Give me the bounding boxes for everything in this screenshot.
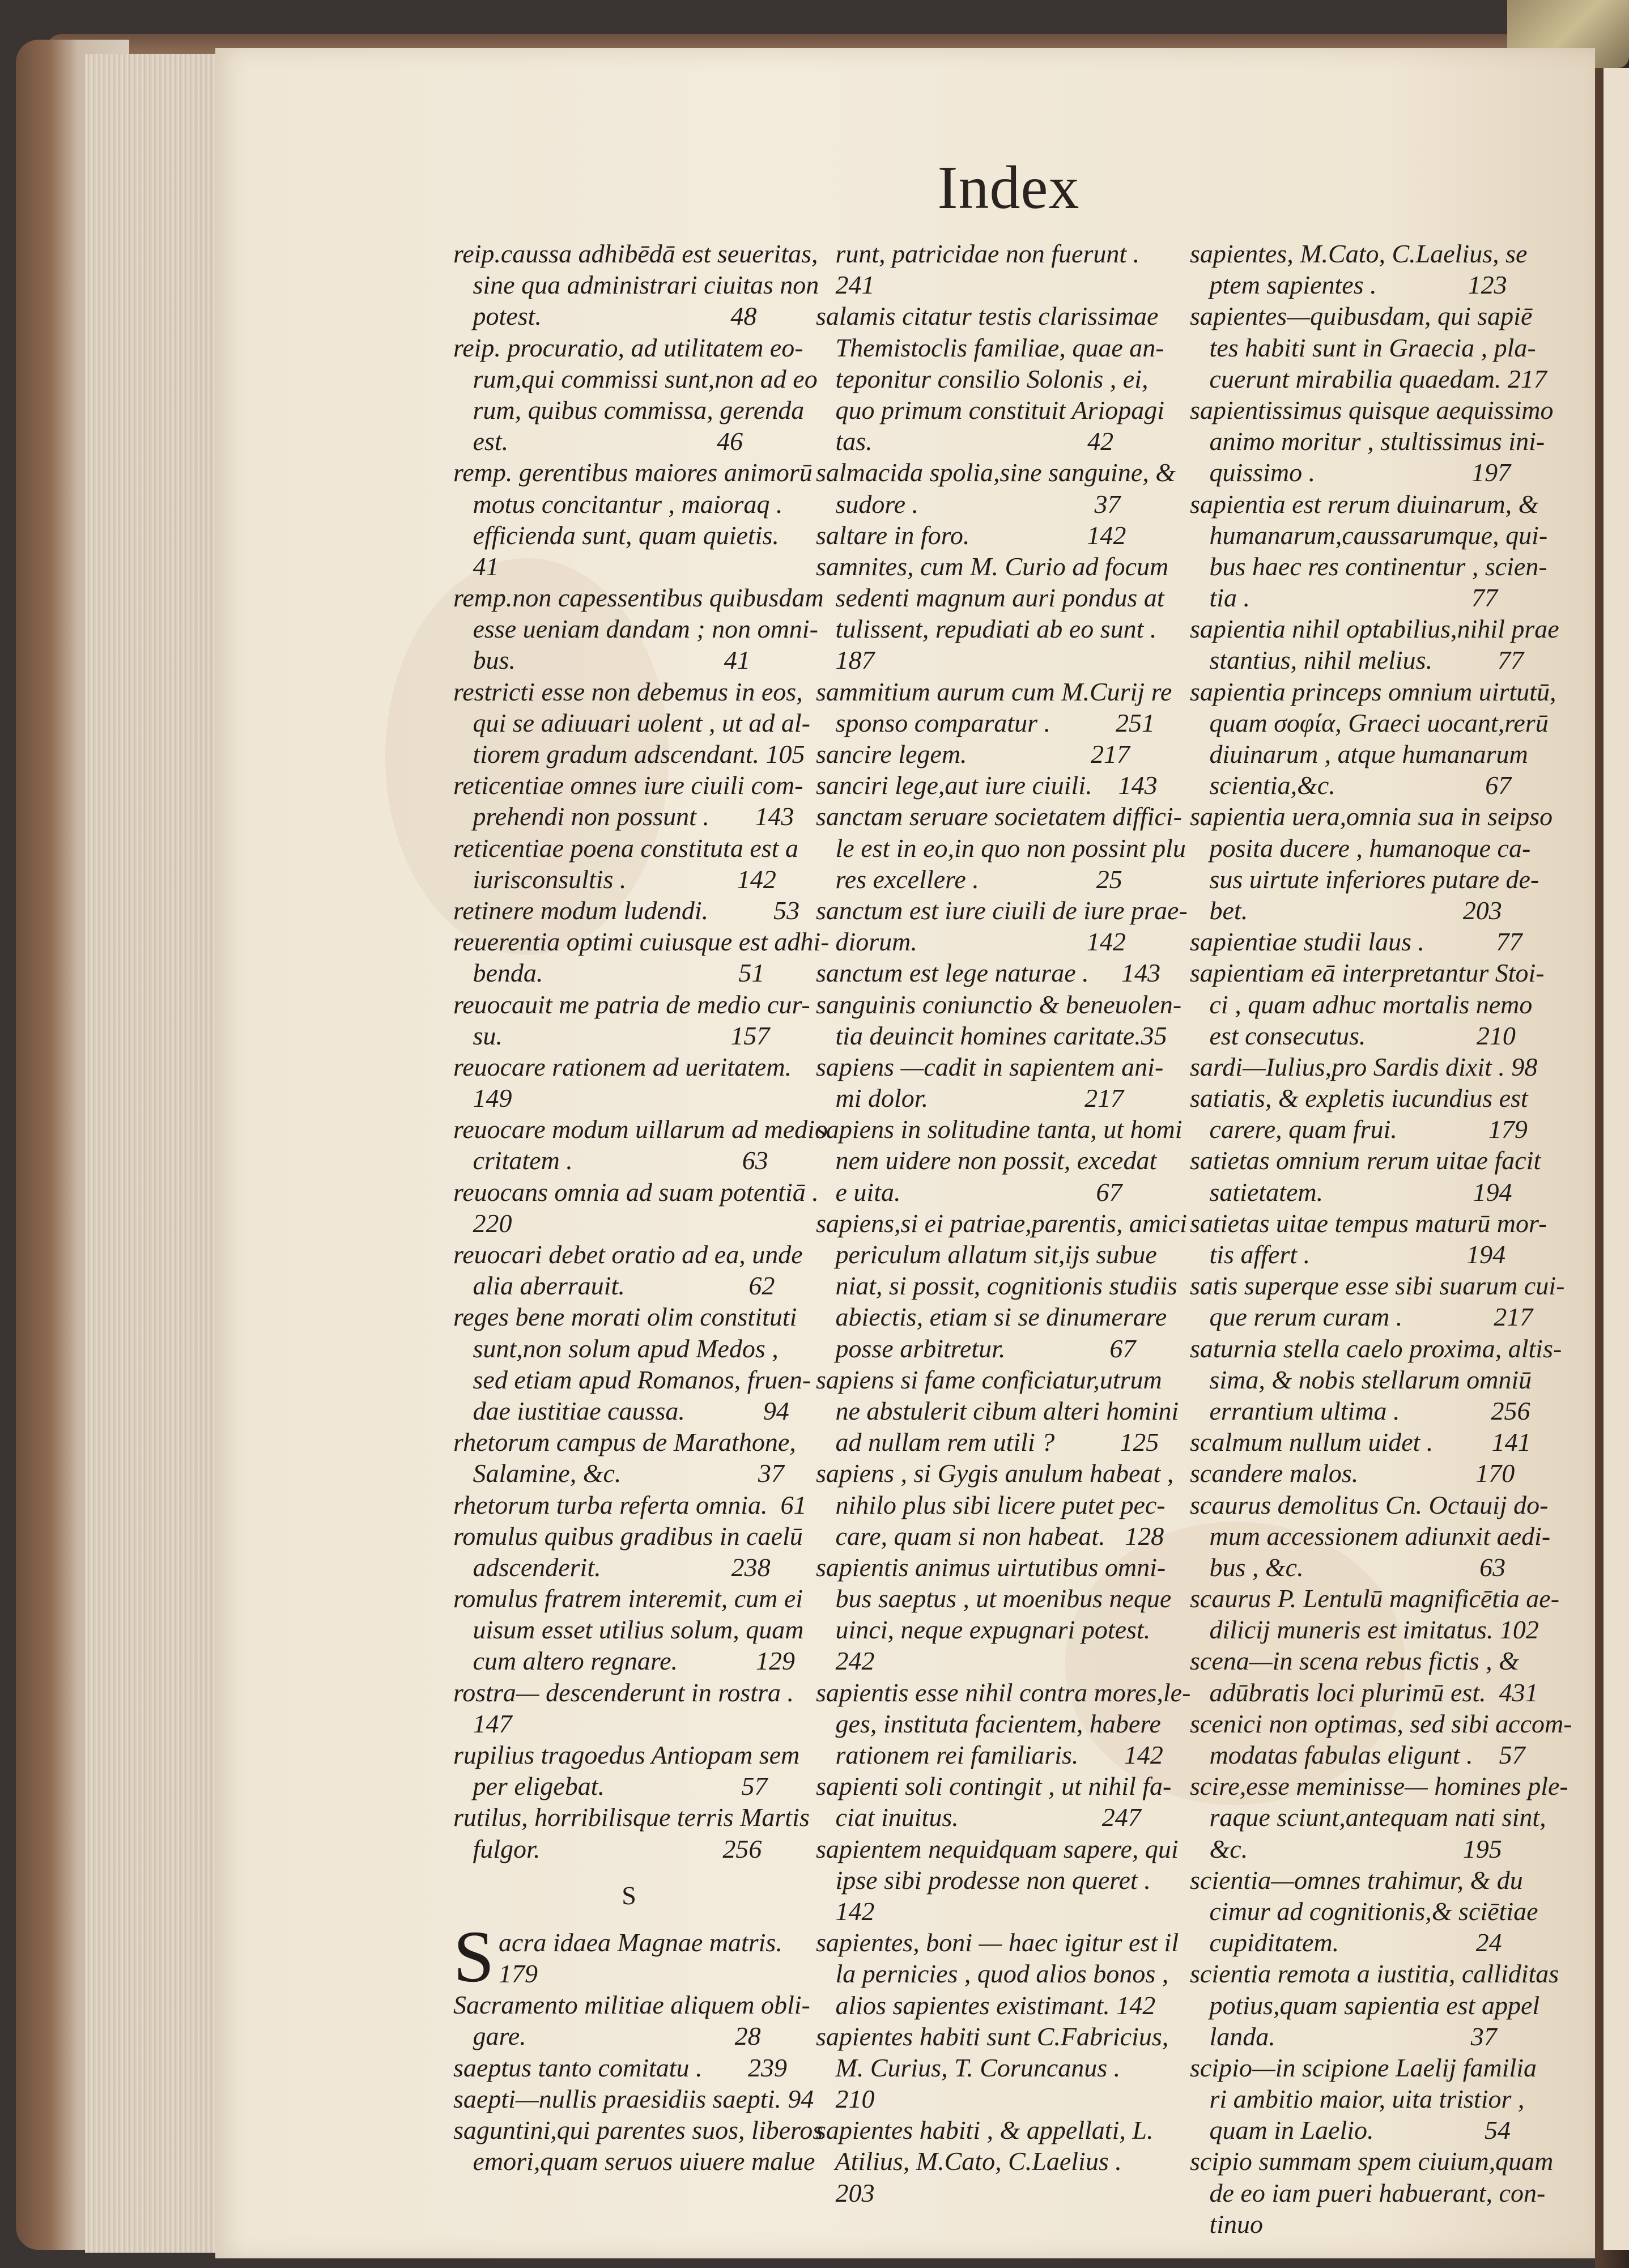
index-entry-line: posse arbitretur. 67	[816, 1333, 1136, 1363]
index-entry-line: errantium ultima . 256	[1190, 1396, 1530, 1425]
index-entry-line: ne abstulerit cibum alteri homini	[816, 1396, 1179, 1425]
index-entry-line: tes habiti sunt in Graecia , pla-	[1190, 333, 1536, 362]
index-entry-line: teponitur consilio Solonis , ei,	[816, 364, 1149, 393]
index-entry-line: per eligebat. 57	[453, 1772, 768, 1801]
index-entry-line: reuocare modum uillarum ad medio	[453, 1115, 828, 1144]
index-entry-line: la pernicies , quod alios bonos ,	[816, 1959, 1169, 1989]
index-entry-line: scalmum nullum uidet . 141	[1190, 1428, 1531, 1457]
index-entry-line: iurisconsultis . 142	[453, 864, 776, 894]
index-entry-line: satietatem. 194	[1190, 1177, 1512, 1207]
index-entry-line: sunt,non solum apud Medos ,	[453, 1333, 779, 1363]
index-entry-line: quam in Laelio. 54	[1190, 2116, 1511, 2145]
index-entry-line: sapientis esse nihil contra mores,le-	[816, 1677, 1191, 1707]
index-entry-line: dilicij muneris est imitatus. 102	[1190, 1615, 1539, 1645]
index-entry-line: su. 157	[453, 1021, 770, 1050]
index-entry-line: salamis citatur testis clarissimae	[816, 301, 1159, 331]
index-entry-line: quam σοφία, Graeci uocant,rerū	[1190, 708, 1549, 737]
index-entry-line: ad nullam rem utili ? 125	[816, 1428, 1159, 1457]
index-entry-line: retinere modum ludendi. 53	[453, 895, 800, 925]
index-entry-line: reticentiae poena constituta est a	[453, 833, 798, 863]
index-entry-line: cum altero regnare. 129	[453, 1646, 796, 1676]
index-entry-line: cuerunt mirabilia quaedam. 217	[1190, 364, 1547, 393]
index-entry-line: sapientis animus uirtutibus omni-	[816, 1552, 1166, 1582]
index-entry-line: periculum allatum sit,ijs subue	[816, 1240, 1157, 1269]
index-entry-line: saguntini,qui parentes suos, liberos	[453, 2115, 823, 2144]
index-column-2	[816, 238, 1191, 2208]
index-entry-line: sammitium aurum cum M.Curij re	[816, 677, 1172, 706]
index-entry-line: rostra— descenderunt in rostra .	[453, 1677, 794, 1707]
index-entry-line: romulus quibus gradibus in caelū	[453, 1521, 803, 1551]
index-entry-line: res excellere . 25	[816, 864, 1122, 894]
index-entry-line: rupilius tragoedus Antiopam sem	[453, 1740, 800, 1769]
index-entry-line: romulus fratrem interemit, cum ei	[453, 1584, 803, 1613]
index-entry-line: sapientes, M.Cato, C.Laelius, se	[1190, 239, 1528, 268]
index-column-3	[1190, 238, 1572, 2240]
index-entry-line: 203	[816, 2178, 875, 2207]
index-entry-line: ci , quam adhuc mortalis nemo	[1190, 989, 1533, 1019]
index-entry-line: fulgor. 256	[453, 1834, 762, 1863]
index-entry-line: sardi—Iulius,pro Sardis dixit . 98	[1190, 1052, 1538, 1081]
index-entry-line: tia deuincit homines caritate.35	[816, 1021, 1167, 1050]
index-entry-line: posita ducere , humanoque ca-	[1190, 833, 1531, 863]
index-entry-line: uinci, neque expugnari potest.	[816, 1615, 1151, 1645]
index-entry-line: saltare in foro. 142	[816, 520, 1126, 550]
index-entry-line: sapientissimus quisque aequissimo	[1190, 395, 1554, 424]
index-entry-line: 179	[499, 1959, 538, 1988]
index-entry-line: sapientiae studii laus . 77	[1190, 927, 1522, 957]
index-entry-line: animo moritur , stultissimus ini-	[1190, 427, 1545, 456]
index-entry-line: satis superque esse sibi suarum cui-	[1190, 1271, 1565, 1301]
index-entry-line: sine qua administrari ciuitas non	[453, 270, 819, 300]
index-entry-line: de eo iam pueri habuerant, con-	[1190, 2178, 1546, 2207]
index-entry-line: &c. 195	[1190, 1834, 1502, 1863]
index-entry-line: acra idaea Magnae matris.	[499, 1927, 782, 1957]
index-entry-line: tulissent, repudiati ab eo sunt .	[816, 614, 1157, 644]
index-entry-line: sapientes habiti , & appellati, L.	[816, 2116, 1154, 2145]
index-entry-line: stantius, nihil melius. 77	[1190, 645, 1524, 675]
index-entry-line: 41	[453, 551, 499, 581]
index-entry-line: scena—in scena rebus fictis , &	[1190, 1646, 1519, 1676]
index-entry-line: quo primum constituit Ariopagi	[816, 395, 1165, 424]
index-entry-line: ciat inuitus. 247	[816, 1803, 1141, 1832]
index-entry-line: sapiens in solitudine tanta, ut homi	[816, 1115, 1183, 1144]
index-entry-line: remp.non capessentibus quibusdam	[453, 583, 824, 613]
index-entry-line: bus saeptus , ut moenibus neque	[816, 1584, 1172, 1613]
index-entry-line: ri ambitio maior, uita tristior ,	[1190, 2084, 1525, 2114]
index-entry-line: 149	[453, 1084, 512, 1113]
index-entry-line: alios sapientes existimant. 142	[816, 1990, 1156, 2020]
index-entry-line: sapientiam eā interpretantur Stoi-	[1190, 958, 1545, 988]
index-entry-line: scandere malos. 170	[1190, 1459, 1515, 1488]
index-entry-line: ipse sibi prodesse non queret .	[816, 1865, 1151, 1895]
index-entry-line: satietas omnium rerum uitae facit	[1190, 1146, 1541, 1175]
index-entry-line: sapienti soli contingit , ut nihil fa-	[816, 1772, 1172, 1801]
index-entry-line: rum, quibus commissa, gerenda	[453, 395, 805, 424]
index-entry-line: motus concitantur , maioraq .	[453, 489, 783, 519]
index-entry-line: samnites, cum M. Curio ad focum	[816, 551, 1169, 581]
index-entry-line: sima, & nobis stellarum omniū	[1190, 1365, 1532, 1394]
index-entry-line: reuocans omnia ad suam potentiā .	[453, 1177, 819, 1207]
index-entry-line: scaurus demolitus Cn. Octauij do-	[1190, 1490, 1549, 1519]
index-entry-line: est consecutus. 210	[1190, 1021, 1516, 1050]
index-entry-line: scientia,&c. 67	[1190, 771, 1512, 800]
index-entry-line: reip.caussa adhibēdā est seueritas,	[453, 239, 818, 268]
index-entry-line: bus. 41	[453, 645, 750, 675]
index-entry-line: alia aberrauit. 62	[453, 1271, 775, 1301]
section-letter: S	[622, 1880, 636, 1910]
index-entry-line: restricti esse non debemus in eos,	[453, 677, 803, 706]
index-entry-line: care, quam si non habeat. 128	[816, 1521, 1164, 1551]
index-entry-line: bus haec res continentur , scien-	[1190, 551, 1547, 581]
index-entry-line: Sacramento militiae aliquem obli-	[453, 1990, 810, 2020]
facing-page-edge	[1604, 68, 1629, 2250]
index-entry-line: sapiens —cadit in sapientem ani-	[816, 1052, 1164, 1081]
index-entry-line: reticentiae omnes iure ciuili com-	[453, 771, 803, 800]
index-entry-line: reuocare rationem ad ueritatem.	[453, 1052, 792, 1081]
drop-capital: S	[453, 1916, 495, 1998]
index-entry-line: sanguinis coniunctio & beneuolen-	[816, 989, 1182, 1019]
index-column-1	[453, 238, 830, 2177]
index-entry-line: diorum. 142	[816, 927, 1126, 957]
index-entry-line: carere, quam frui. 179	[1190, 1115, 1528, 1144]
index-entry-line: tas. 42	[816, 427, 1114, 456]
index-entry-line: potius,quam sapientia est appel	[1190, 1990, 1540, 2020]
index-entry-line: modatas fabulas eligunt . 57	[1190, 1740, 1525, 1769]
index-entry-line: salmacida spolia,sine sanguine, &	[816, 458, 1176, 487]
index-entry-line: mum accessionem adiunxit aedi-	[1190, 1521, 1551, 1551]
index-entry-line: abiectis, etiam si se dinumerare	[816, 1302, 1167, 1332]
index-entry-line: emori,quam seruos uiuere malue	[453, 2147, 815, 2176]
index-entry-line: 242	[816, 1646, 875, 1676]
index-entry-line: potest. 48	[453, 301, 757, 331]
index-entry-line: sanctum est lege naturae . 143	[816, 958, 1161, 988]
index-entry-line: efficienda sunt, quam quietis.	[453, 520, 779, 550]
index-entry-line: scientia remota a iustitia, calliditas	[1190, 1959, 1559, 1989]
index-entry-line: mi dolor. 217	[816, 1084, 1124, 1113]
index-entry-line: sapientes habiti sunt C.Fabricius,	[816, 2021, 1169, 2051]
index-entry-line: dae iustitiae caussa. 94	[453, 1396, 789, 1425]
index-entry-line: scientia—omnes trahimur, & du	[1190, 1865, 1523, 1895]
index-entry-line: saepti—nullis praesidiis saepti. 94	[453, 2084, 814, 2113]
index-entry-line: quissimo . 197	[1190, 458, 1511, 487]
index-entry-line: cimur ad cognitionis,& sciētiae	[1190, 1896, 1538, 1926]
index-entry-line: bus , &c. 63	[1190, 1552, 1506, 1582]
index-entry-line: benda. 51	[453, 958, 765, 988]
index-entry-line: sapientia nihil optabilius,nihil prae	[1190, 614, 1559, 644]
index-entry-line: sanctum est iure ciuili de iure prae-	[816, 895, 1188, 925]
index-entry-line: gare. 28	[453, 2021, 761, 2051]
index-entry-line: nihilo plus sibi licere putet pec-	[816, 1490, 1166, 1519]
index-entry-line: que rerum curam . 217	[1190, 1302, 1533, 1332]
index-entry-line: sanciri lege,aut iure ciuili. 143	[816, 771, 1158, 800]
index-entry-line: satiatis, & expletis iucundius est	[1190, 1084, 1528, 1113]
index-entry-line: scaurus P. Lentulū magnificētia ae-	[1190, 1584, 1560, 1613]
index-entry-line: uisum esset utilius solum, quam	[453, 1615, 804, 1645]
index-entry-line: landa. 37	[1190, 2021, 1497, 2051]
index-entry-line: sapientia princeps omnium uirtutū,	[1190, 677, 1556, 706]
index-entry-line: sedenti magnum auri pondus at	[816, 583, 1164, 613]
index-entry-line: rhetorum campus de Marathone,	[453, 1428, 796, 1457]
index-entry-line: le est in eo,in quo non possint plu	[816, 833, 1186, 863]
index-entry-line: tinuo	[1190, 2209, 1264, 2239]
index-entry-line: sancire legem. 217	[816, 740, 1130, 768]
index-entry-line: critatem . 63	[453, 1146, 768, 1175]
index-entry-line: satietas uitae tempus maturū mor-	[1190, 1208, 1547, 1238]
index-entry-line: raque sciunt,antequam nati sint,	[1190, 1803, 1546, 1832]
index-entry-line: sapientes—quibusdam, qui sapiē	[1190, 301, 1533, 331]
index-entry-line: qui se adiuuari uolent , ut ad al-	[453, 708, 810, 737]
index-entry-line: niat, si possit, cognitionis studiis	[816, 1271, 1177, 1301]
index-entry-line: runt, patricidae non fuerunt .	[816, 239, 1140, 268]
index-entry-line: adūbratis loci plurimū est. 431	[1190, 1677, 1538, 1707]
index-entry-line: scipio—in scipione Laelij familia	[1190, 2053, 1537, 2082]
index-entry-line: saeptus tanto comitatu . 239	[453, 2053, 788, 2082]
index-entry-line: rationem rei familiaris. 142	[816, 1740, 1163, 1769]
index-entry-line: ptem sapientes . 123	[1190, 270, 1507, 300]
index-entry-line: M. Curius, T. Coruncanus .	[816, 2053, 1121, 2082]
index-entry-line: bet. 203	[1190, 895, 1502, 925]
index-entry-line: saturnia stella caelo proxima, altis-	[1190, 1333, 1562, 1363]
page-stack-edges	[85, 54, 221, 2253]
index-entry-line: sed etiam apud Romanos, fruen-	[453, 1365, 811, 1394]
index-entry-line: rhetorum turba referta omnia. 61	[453, 1490, 807, 1519]
index-entry-line: sapientem nequidquam sapere, qui	[816, 1834, 1179, 1863]
index-entry-line: sus uirtute inferiores putare de-	[1190, 864, 1539, 894]
index-entry-line: rum,qui commissi sunt,non ad eo	[453, 364, 818, 393]
index-entry-line: sanctam seruare societatem diffici-	[816, 802, 1182, 831]
index-entry-line: sudore . 37	[816, 489, 1121, 519]
index-entry-line: sapiens , si Gygis anulum habeat ,	[816, 1459, 1174, 1488]
index-entry-line: scenici non optimas, sed sibi accom-	[1190, 1709, 1572, 1738]
index-entry-line: reuocauit me patria de medio cur-	[453, 989, 810, 1019]
index-entry-line: est. 46	[453, 427, 743, 456]
index-entry-line: tia . 77	[1190, 583, 1498, 613]
index-entry-line: nem uidere non possit, excedat	[816, 1146, 1157, 1175]
index-entry-line: Themistoclis familiae, quae an-	[816, 333, 1164, 362]
index-entry-line: scipio summam spem ciuium,quam	[1190, 2147, 1554, 2176]
index-entry-line: tiorem gradum adscendant. 105	[453, 740, 805, 768]
index-entry-line: reip. procuratio, ad utilitatem eo-	[453, 333, 803, 362]
index-entry-line: cupiditatem. 24	[1190, 1928, 1502, 1957]
index-entry-line: rutilus, horribilisque terris Martis	[453, 1803, 810, 1832]
index-entry-line: reuerentia optimi cuiusque est adhi-	[453, 927, 830, 957]
page-header: Index	[937, 154, 1080, 222]
index-entry-line: e uita. 67	[816, 1177, 1122, 1207]
index-entry-line: sapiens,si ei patriae,parentis, amici	[816, 1208, 1188, 1238]
index-entry-line: diuinarum , atque humanarum	[1190, 740, 1528, 768]
index-entry-line: adscenderit. 238	[453, 1552, 771, 1582]
index-entry-line: scire,esse meminisse— homines ple-	[1190, 1772, 1568, 1801]
index-entry-line: Salamine, &c. 37	[453, 1459, 784, 1488]
index-entry-line: 220	[453, 1208, 512, 1238]
index-entry-line: 210	[816, 2084, 875, 2114]
index-entry-line: sapientia est rerum diuinarum, &	[1190, 489, 1539, 519]
index-entry-line: esse ueniam dandam ; non omni-	[453, 614, 818, 644]
index-entry-line: 241	[816, 270, 875, 300]
index-entry-line: 147	[453, 1709, 512, 1738]
index-entry-line: tis affert . 194	[1190, 1240, 1506, 1269]
index-entry-line: sponso comparatur . 251	[816, 708, 1155, 737]
index-entry-line: reges bene morati olim constituti	[453, 1302, 797, 1332]
index-entry-line: humanarum,caussarumque, qui-	[1190, 520, 1548, 550]
index-entry-line: ges, instituta facientem, habere	[816, 1709, 1161, 1738]
index-entry-line: sapientia uera,omnia sua in seipso	[1190, 802, 1553, 831]
index-entry-line: 142	[816, 1896, 875, 1926]
index-entry-line: Atilius, M.Cato, C.Laelius .	[816, 2147, 1122, 2176]
index-entry-line: prehendi non possunt . 143	[453, 802, 794, 831]
index-entry-line: 187	[816, 645, 875, 675]
index-entry-line: remp. gerentibus maiores animorū	[453, 458, 813, 487]
index-entry-line: sapiens si fame conficiatur,utrum	[816, 1365, 1162, 1394]
index-entry-line: reuocari debet oratio ad ea, unde	[453, 1240, 803, 1269]
index-entry-line: sapientes, boni — haec igitur est il	[816, 1928, 1179, 1957]
